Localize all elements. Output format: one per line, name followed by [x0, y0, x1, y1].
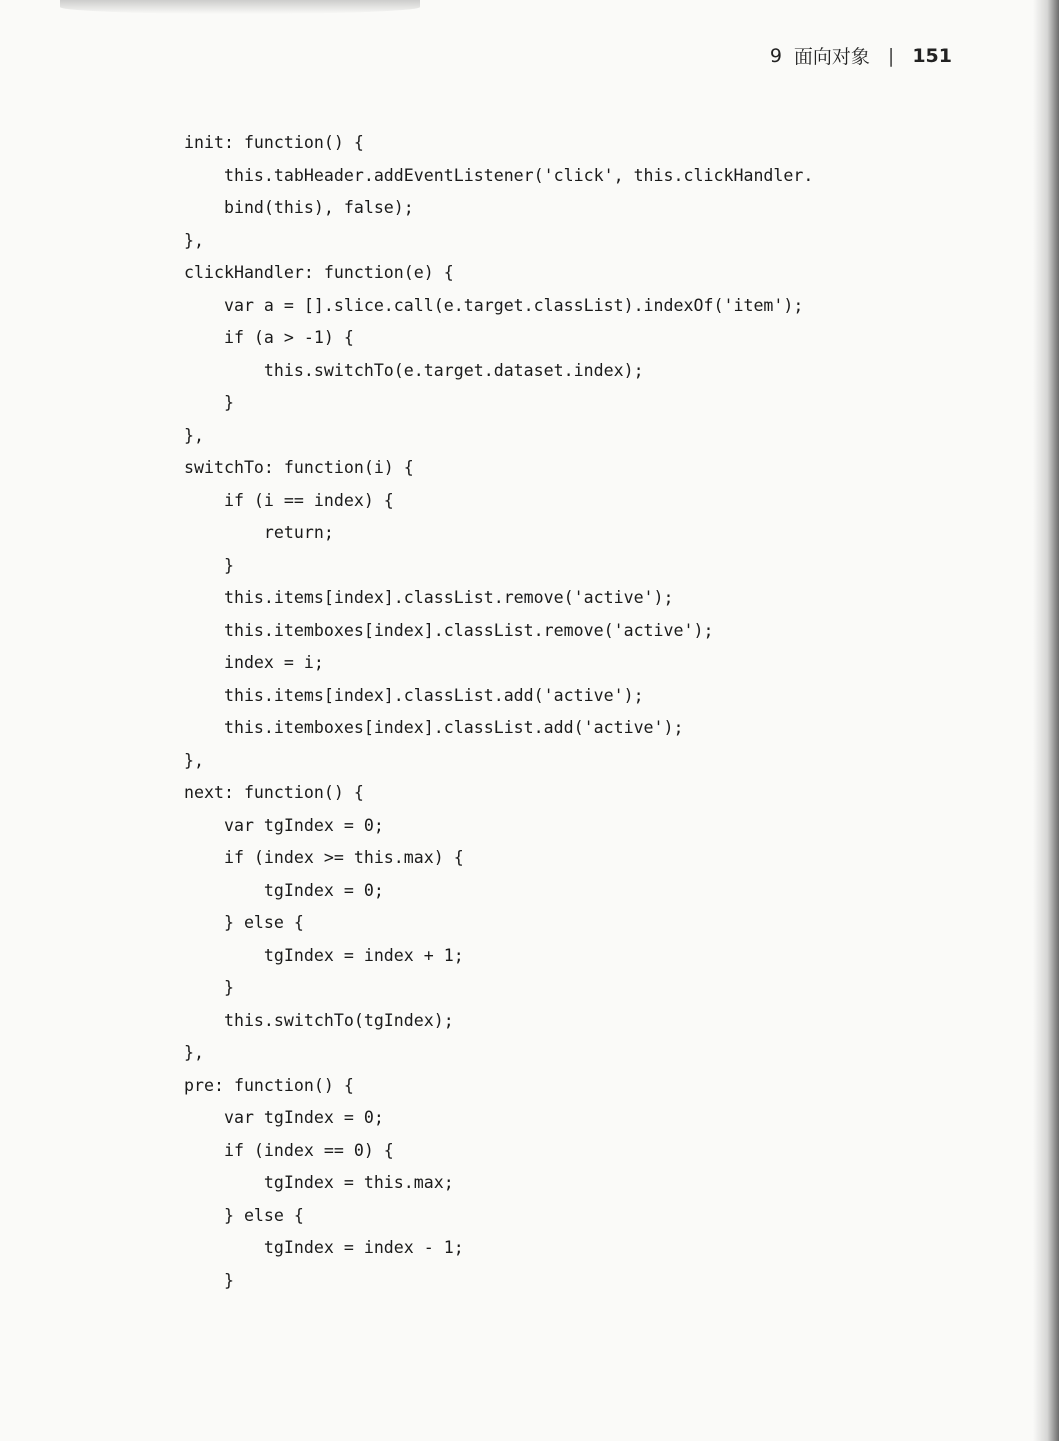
header-separator: | — [887, 44, 895, 67]
code-line: var a = [].slice.call(e.target.classList).indexOf('item'); — [184, 295, 804, 315]
page-curl-shadow — [60, 0, 420, 14]
chapter-number: 9 — [769, 44, 782, 67]
code-line: switchTo: function(i) { — [184, 458, 414, 477]
code-line: } — [184, 1270, 234, 1290]
code-line: if (i == index) { — [184, 490, 394, 510]
code-line: tgIndex = index + 1; — [184, 945, 464, 965]
code-line: bind(this), false); — [184, 198, 414, 217]
code-listing — [184, 127, 813, 1297]
binding-shadow — [1033, 0, 1059, 1441]
code-line: } — [184, 978, 234, 997]
chapter-title: 面向对象 — [793, 46, 870, 68]
code-line: } — [184, 555, 234, 575]
running-header — [770, 42, 952, 69]
code-line: } — [184, 393, 234, 412]
code-line: }, — [184, 230, 204, 250]
code-line: this.items[index].classList.remove('active'); — [184, 588, 674, 607]
code-line: tgIndex = this.max; — [184, 1173, 454, 1192]
code-line: }, — [184, 750, 204, 770]
code-line: if (index == 0) { — [184, 1140, 394, 1160]
code-line: this.items[index].classList.add('active'); — [184, 685, 644, 705]
code-line: index = i; — [184, 653, 324, 672]
code-line: tgIndex = index - 1; — [184, 1238, 464, 1257]
code-line: this.switchTo(e.target.dataset.index); — [184, 360, 644, 380]
code-line: if (a > -1) { — [184, 328, 354, 347]
code-line: }, — [184, 425, 204, 445]
code-line: tgIndex = 0; — [184, 880, 384, 900]
code-line: }, — [184, 1043, 204, 1062]
code-line: pre: function() { — [184, 1075, 354, 1095]
code-line: return; — [184, 523, 334, 542]
code-line: next: function() { — [184, 783, 364, 802]
code-line: var tgIndex = 0; — [184, 1108, 384, 1127]
page-number: 151 — [912, 44, 952, 67]
code-line: init: function() { — [184, 133, 364, 152]
code-line: this.tabHeader.addEventListener('click', this.clickHandler. — [184, 165, 814, 185]
code-line: clickHandler: function(e) { — [184, 263, 454, 282]
code-line: } else { — [184, 913, 304, 932]
code-line: this.switchTo(tgIndex); — [184, 1010, 454, 1030]
code-line: this.itemboxes[index].classList.remove('active'); — [184, 620, 714, 640]
code-line: this.itemboxes[index].classList.add('active'); — [184, 718, 684, 737]
code-line: if (index >= this.max) { — [184, 848, 464, 867]
code-line: var tgIndex = 0; — [184, 815, 384, 835]
code-line: } else { — [184, 1205, 304, 1225]
